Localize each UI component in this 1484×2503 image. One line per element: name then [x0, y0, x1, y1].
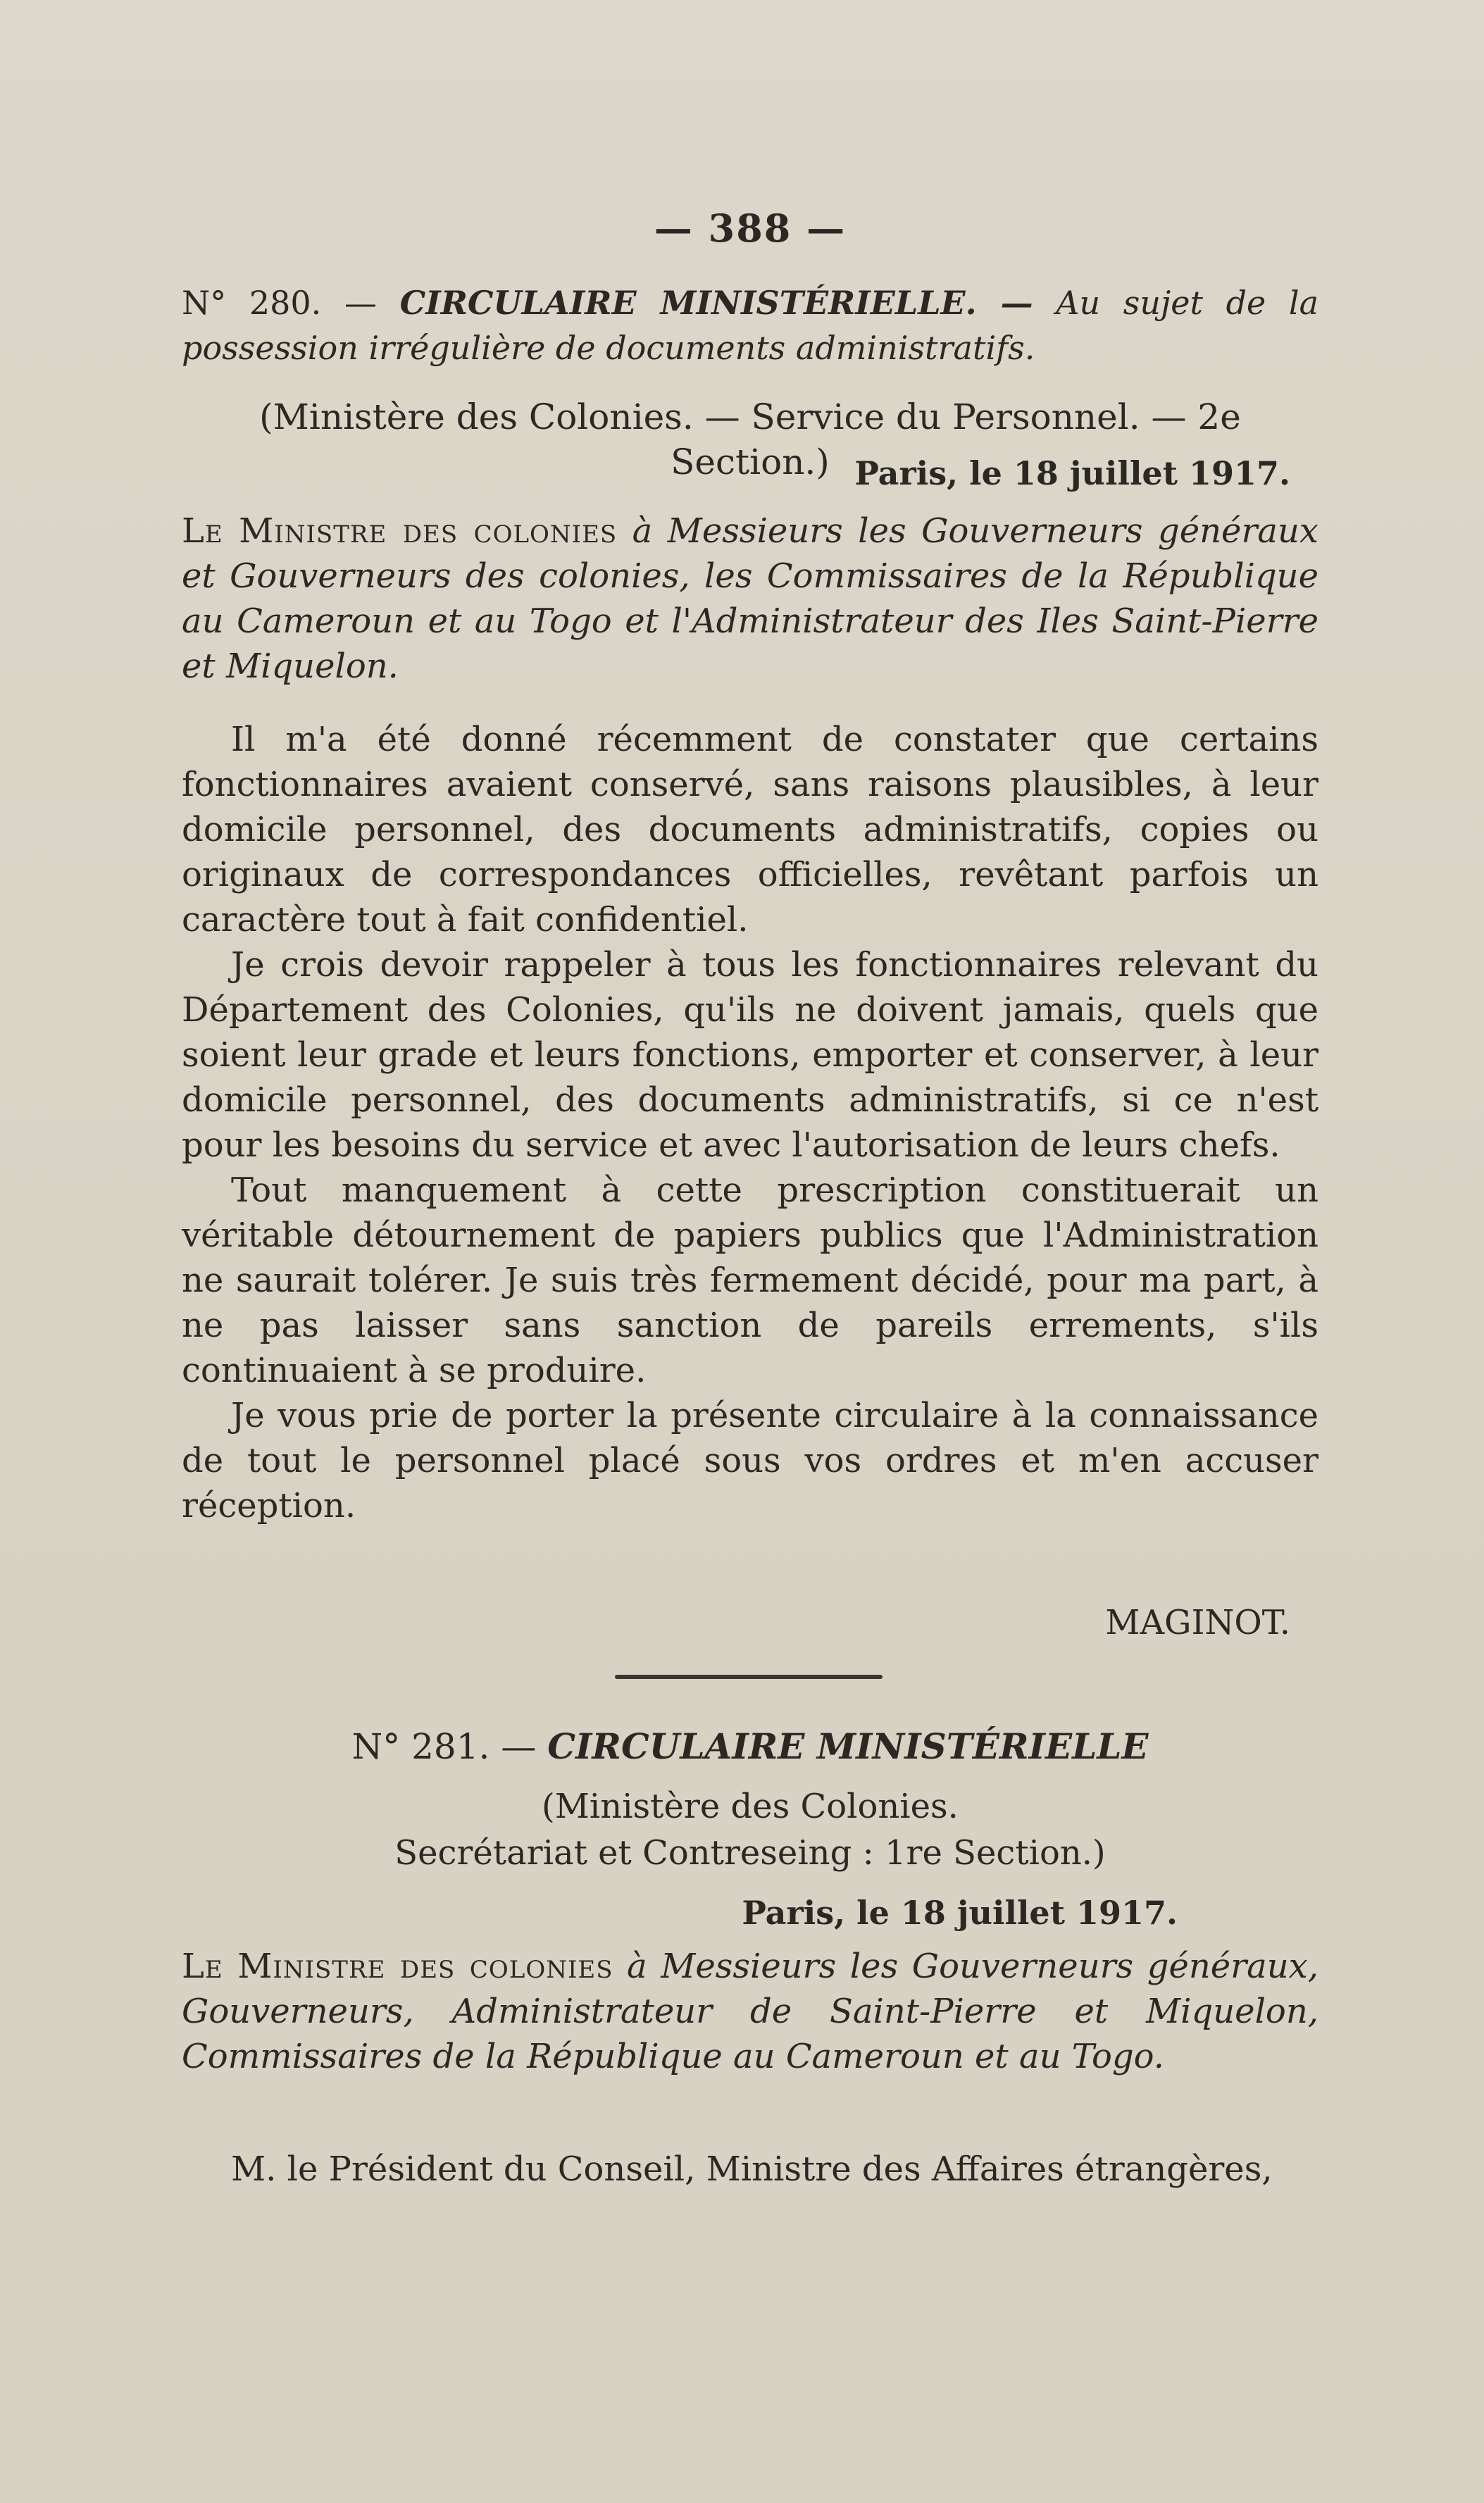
- circular-281-sender: Le Ministre des colonies: [182, 1947, 613, 1986]
- circular-281-paragraph-1: M. le Président du Conseil, Ministre des Affaires étrangères,: [231, 2149, 1273, 2189]
- circular-281-address: [182, 1944, 1318, 2079]
- circular-280-subject: Au sujet de la possession irrégulière de documents administratifs.: [182, 284, 1319, 367]
- circular-280-paragraph-3: Tout manquement à cette prescription constituerait un véritable détournement de papiers publics que l'Administration ne saurait tolérer. Je suis très fermement décidé, pour ma part, à ne pas laisser sans sanction de pareils errements, s'ils continuaient à se produire.: [182, 1171, 1318, 1390]
- circular-281-date: Paris, le 18 juillet 1917.: [742, 1894, 1178, 1932]
- circular-280-title: [182, 280, 1318, 370]
- circular-281-dash: —: [490, 1726, 548, 1767]
- page-number: — 388 —: [654, 206, 847, 251]
- circular-280-paragraph-1: Il m'a été donné récemment de constater que certains fonctionnaires avaient conservé, sans raisons plausibles, à leur domicile personnel, des documents administratifs, copies ou originaux de correspondances officielles, revêtant parfois un caractère tout à fait confidentiel.: [182, 720, 1318, 940]
- circular-280-date: Paris, le 18 juillet 1917.: [854, 454, 1290, 492]
- circular-280-signature: MAGINOT.: [1105, 1603, 1290, 1642]
- circular-280-body: [182, 717, 1318, 1528]
- circular-281-body: [182, 2147, 1318, 2192]
- circular-280-recipients: à Messieurs les Gouverneurs généraux et Gouverneurs des colonies, les Commissaires de la République au Cameroun et au Togo et l'Administrateur des Iles Saint-Pierre et Miquelon.: [182, 511, 1318, 686]
- circular-281-origin-line-2: Secrétariat et Contreseing : 1re Section.): [394, 1833, 1106, 1873]
- circular-280-paragraph-4: Je vous prie de porter la présente circulaire à la connaissance de tout le personnel placé sous vos ordres et m'en accuser réception.: [182, 1396, 1318, 1525]
- circular-280-address: [182, 508, 1318, 689]
- section-divider: [615, 1675, 883, 1679]
- circular-281-recipients: à Messieurs les Gouverneurs généraux, Gouverneurs, Administrateur de Saint-Pierre et Miquelon, Commissaires de la République au Cameroun et au Togo.: [182, 1947, 1318, 2076]
- circular-280-heading: CIRCULAIRE MINISTÉRIELLE. —: [399, 284, 1033, 322]
- circular-280-paragraph-2: Je crois devoir rappeler à tous les fonctionnaires relevant du Département des Colonies, qu'ils ne doivent jamais, quels que soient leur grade et leurs fonctions, emporter et conserver, à leur domicile personnel, des documents administratifs, si ce n'est pour les besoins du service et avec l'autorisation de leurs chefs.: [182, 945, 1318, 1165]
- circular-281-heading: CIRCULAIRE MINISTÉRIELLE: [547, 1725, 1149, 1767]
- circular-281-origin-line-1: (Ministère des Colonies.: [542, 1787, 959, 1826]
- circular-281-number: N° 281.: [351, 1726, 490, 1767]
- circular-280-origin: (Ministère des Colonies. — Service du Personnel. — 2e Section.): [259, 397, 1241, 482]
- circular-280-sender: Le Ministre des colonies: [182, 511, 618, 551]
- circular-280-dash: —: [321, 284, 400, 322]
- circular-281-origin: [182, 1783, 1318, 1876]
- circular-280-number: N° 280.: [182, 284, 322, 322]
- circular-281-title: [182, 1724, 1318, 1769]
